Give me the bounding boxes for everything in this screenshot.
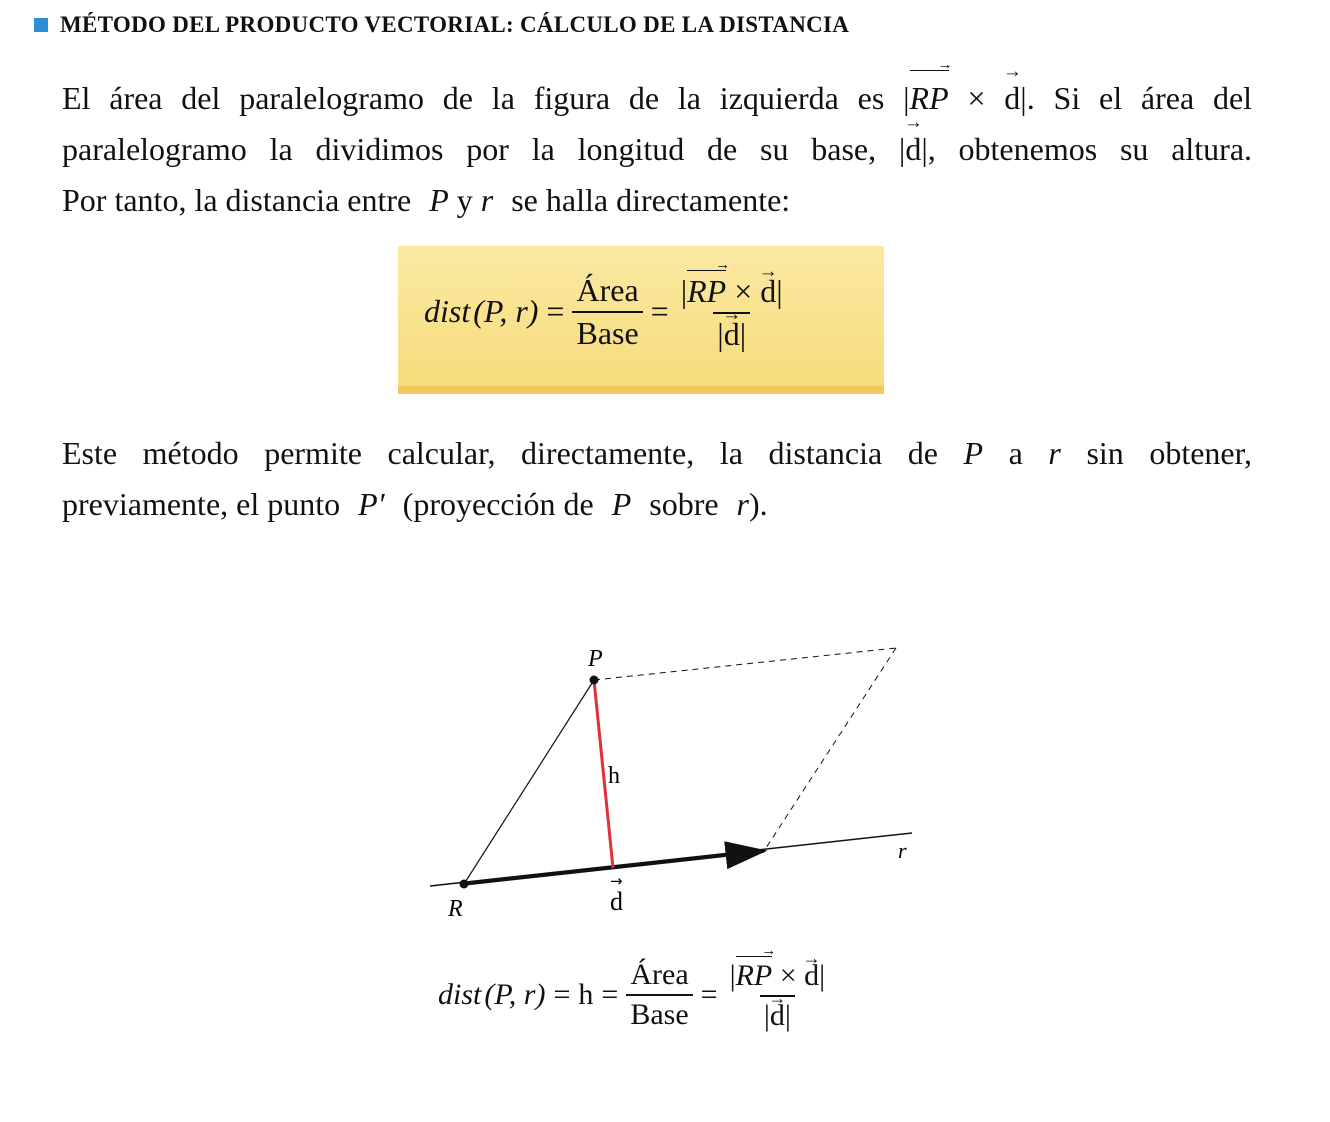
method-line-1: Este método permite calcular, directamente, la distancia de P a r sin obtener, [62, 435, 1253, 471]
distance-formula: dist (P, r) = $\frac{\text{Área}}{\text{Base}}$ = |RP → × → d| |→ d| [424, 270, 787, 353]
section-bullet-icon [34, 18, 48, 32]
intro-line-3: Por tanto, la distancia entre P y r se halla directamente: [62, 182, 791, 218]
cross-product-fraction: |RP → × → d| |→ d| [677, 270, 787, 353]
point-R [460, 880, 469, 889]
side-RP [464, 680, 594, 884]
label-d-arrow-icon: → [610, 872, 623, 890]
cross-product-fraction-2: |RP → × → d| |→ d| [726, 956, 830, 1033]
formula-box [398, 246, 884, 394]
vector-d: → d [1004, 73, 1020, 124]
intro-line-2: paralelogramo la dividimos por la longitud de su base, |→ d|, obtenemos su altura. [62, 124, 1252, 175]
dashed-right-side [764, 648, 896, 851]
label-d: d [610, 887, 623, 916]
intro-paragraph [62, 57, 1253, 226]
method-paragraph [62, 428, 1252, 530]
label-r: r [898, 838, 907, 863]
section-header [34, 12, 849, 38]
point-P [590, 676, 599, 685]
label-h: h [608, 763, 620, 789]
diagram-formula: dist (P, r) = h = $\frac{\text{Área}}{\text{Base}}$ = |RP → × → d| |→ d| [438, 956, 829, 1033]
label-P: P [588, 646, 603, 672]
area-over-base-fraction: $\frac{\text{Área}}{\text{Base}}$ [572, 272, 642, 352]
label-R: R [448, 896, 463, 922]
d-magnitude: |→ d|, [899, 131, 936, 167]
vector-RP: RP → [910, 70, 949, 124]
section-title: MÉTODO DEL PRODUCTO VECTORIAL: CÁLCULO DE LA DISTANCIA [60, 12, 850, 37]
parallelogram-diagram [420, 630, 930, 930]
area-over-base-fraction-2: $\frac{\text{Área}}{\text{Base}}$ [626, 958, 692, 1032]
method-line-2: previamente, el punto P′ (proyección de P sobre r). [62, 486, 768, 522]
intro-line-1: El área del paralelogramo de la figura de la izquierda es |RP → × → d|. Si el área del [62, 70, 1252, 124]
cross-product-magnitude: |RP → × → d|. [903, 80, 1035, 116]
dashed-top-side [594, 648, 896, 680]
